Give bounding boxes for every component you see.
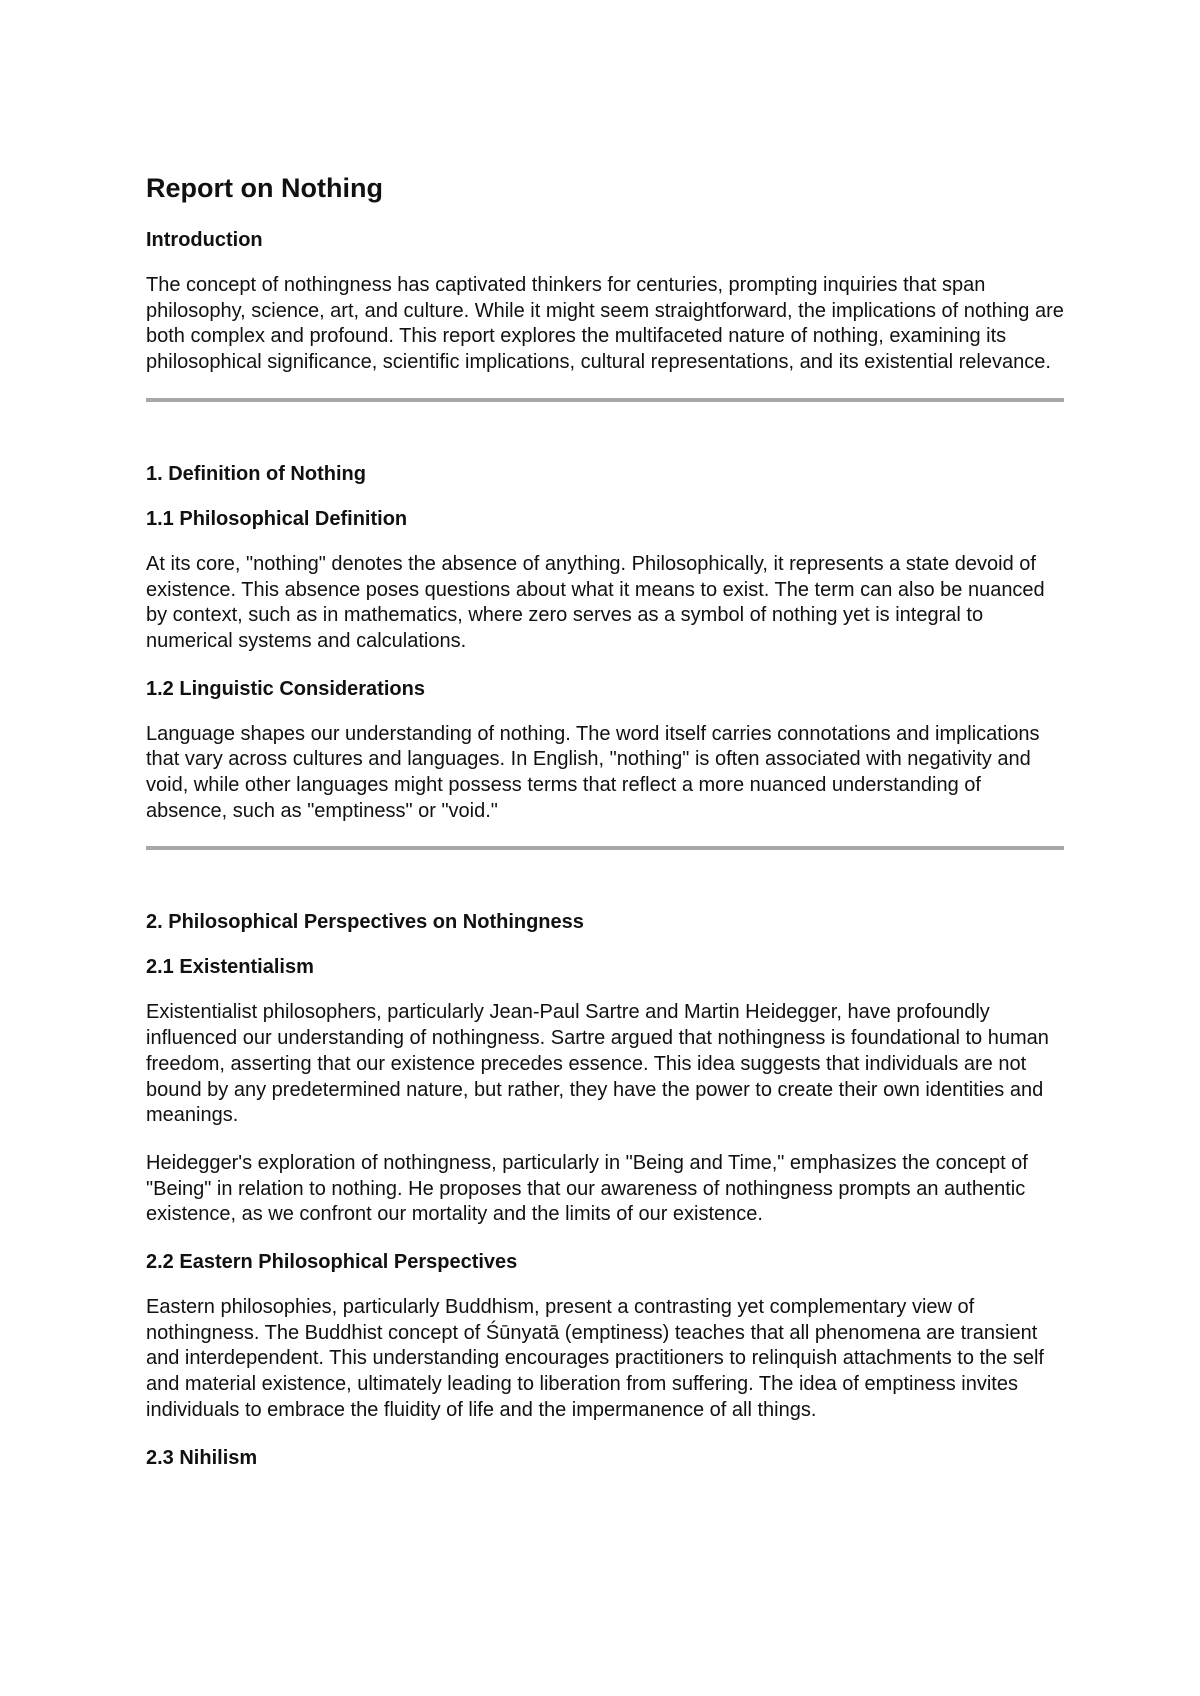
intro-paragraph: The concept of nothingness has captivated thinkers for centuries, prompting inquiries that span philosophy, science, art, and culture. While it might seem straightforward, the implications of nothing are both complex and profound. This report explores the multifaceted nature of nothing, examining its philosophical significance, scientific implications, cultural representations, and its existential relevance. <box>146 274 1064 374</box>
section-2-1-paragraph-1: Existentialist philosophers, particularly Jean-Paul Sartre and Martin Heidegger, have profoundly influenced our understanding of nothingness. Sartre argued that nothingness is foundational to human freedom, asserting that our existence precedes essence. This idea suggests that individuals are not bound by any predetermined nature, but rather, they have the power to create their own identities and meanings. <box>146 1001 1049 1127</box>
intro-heading: Introduction <box>146 229 263 251</box>
section-divider <box>146 398 1064 402</box>
section-1-heading: 1. Definition of Nothing <box>146 462 366 485</box>
section-2-heading: 2. Philosophical Perspectives on Nothingness <box>146 911 584 934</box>
document-page <box>146 172 1064 1491</box>
section-1-2-heading: 1.2 Linguistic Considerations <box>146 677 425 700</box>
section-2-1-paragraph-2: Heidegger's exploration of nothingness, particularly in "Being and Time," emphasizes the concept of "Being" in relation to nothing. He proposes that our awareness of nothingness prompts an authentic existence, as we confront our mortality and the limits of our existence. <box>146 1151 1028 1226</box>
section-1-1-paragraph: At its core, "nothing" denotes the absence of anything. Philosophically, it represents a state devoid of existence. This absence poses questions about what it means to exist. The term can also be nuanced by context, such as in mathematics, where zero serves as a symbol of nothing yet is integral to numerical systems and calculations. <box>146 552 1045 652</box>
section-2-1-heading: 2.1 Existentialism <box>146 956 314 979</box>
section-2-2-heading: 2.2 Eastern Philosophical Perspectives <box>146 1251 518 1274</box>
section-divider <box>146 846 1064 850</box>
document-title: Report on Nothing <box>146 173 383 203</box>
section-1-2-paragraph: Language shapes our understanding of nothing. The word itself carries connotations and implications that vary across cultures and languages. In English, "nothing" is often associated with negativity and void, while other languages might possess terms that reflect a more nuanced understanding of absence, such as "emptiness" or "void." <box>146 722 1040 822</box>
section-2-2-paragraph: Eastern philosophies, particularly Buddhism, present a contrasting yet complementary view of nothingness. The Buddhist concept of Śūnyatā (emptiness) teaches that all phenomena are transient and interdependent. This understanding encourages practitioners to relinquish attachments to the self and material existence, ultimately leading to liberation from suffering. The idea of emptiness invites individuals to embrace the fluidity of life and the impermanence of all things. <box>146 1296 1044 1421</box>
section-2-3-heading: 2.3 Nihilism <box>146 1446 258 1469</box>
section-1-1-heading: 1.1 Philosophical Definition <box>146 507 408 530</box>
